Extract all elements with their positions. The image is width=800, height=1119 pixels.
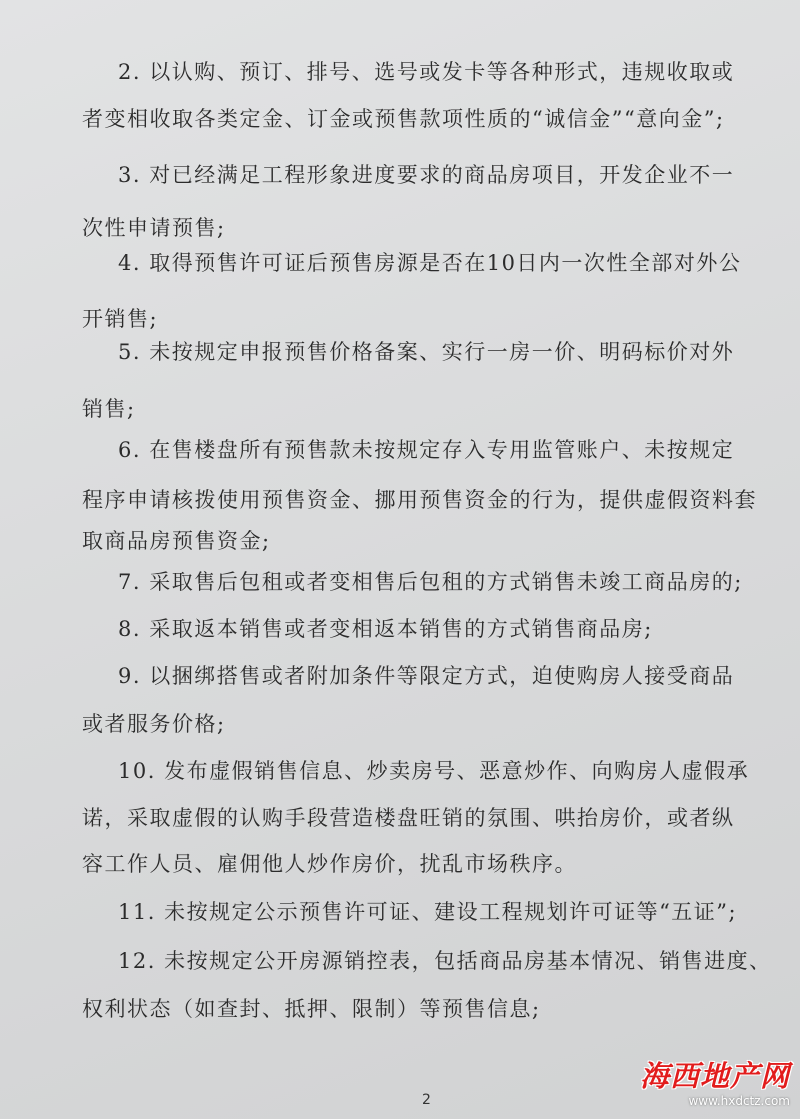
- text-line: 10. 发布虚假销售信息、炒卖房号、恶意炒作、向购房人虚假承: [118, 759, 750, 783]
- text-line: 7. 采取售后包租或者变相售后包租的方式销售未竣工商品房的;: [118, 570, 743, 594]
- text-line: 开销售;: [82, 307, 159, 331]
- text-line: 次性申请预售;: [82, 216, 226, 240]
- text-line: 5. 未按规定申报预售价格备案、实行一房一价、明码标价对外: [118, 340, 735, 364]
- text-line: 12. 未按规定公开房源销控表，包括商品房基本情况、销售进度、: [118, 949, 772, 973]
- text-line: 11. 未按规定公示预售许可证、建设工程规划许可证等“五证”;: [118, 900, 738, 924]
- page-number: 2: [422, 1092, 431, 1108]
- text-line: 程序申请核拨使用预售资金、挪用预售资金的行为，提供虚假资料套: [82, 488, 757, 512]
- text-line: 者变相收取各类定金、订金或预售款项性质的“诚信金”“意向金”;: [82, 107, 725, 131]
- text-line: 8. 采取返本销售或者变相返本销售的方式销售商品房;: [118, 617, 653, 641]
- text-line: 取商品房预售资金;: [82, 529, 271, 553]
- watermark: [612, 1059, 790, 1115]
- text-line: 4. 取得预售许可证后预售房源是否在10日内一次性全部对外公: [118, 251, 742, 275]
- text-line: 销售;: [82, 397, 136, 421]
- text-line: 9. 以捆绑搭售或者附加条件等限定方式，迫使购房人接受商品: [118, 664, 735, 688]
- text-line: 3. 对已经满足工程形象进度要求的商品房项目，开发企业不一: [118, 163, 735, 187]
- text-line: 6. 在售楼盘所有预售款未按规定存入专用监管账户、未按规定: [118, 438, 735, 462]
- watermark-logo: 海西地产网: [639, 1059, 790, 1093]
- watermark-url: www.hxdctz.com: [688, 1094, 790, 1108]
- text-line: 容工作人员、雇佣他人炒作房价，扰乱市场秩序。: [82, 852, 577, 876]
- text-line: 或者服务价格;: [82, 712, 226, 736]
- text-line: 2. 以认购、预订、排号、选号或发卡等各种形式，违规收取或: [118, 60, 735, 84]
- text-line: 权利状态（如查封、抵押、限制）等预售信息;: [82, 997, 541, 1021]
- text-line: 诺，采取虚假的认购手段营造楼盘旺销的氛围、哄抬房价，或者纵: [82, 806, 735, 830]
